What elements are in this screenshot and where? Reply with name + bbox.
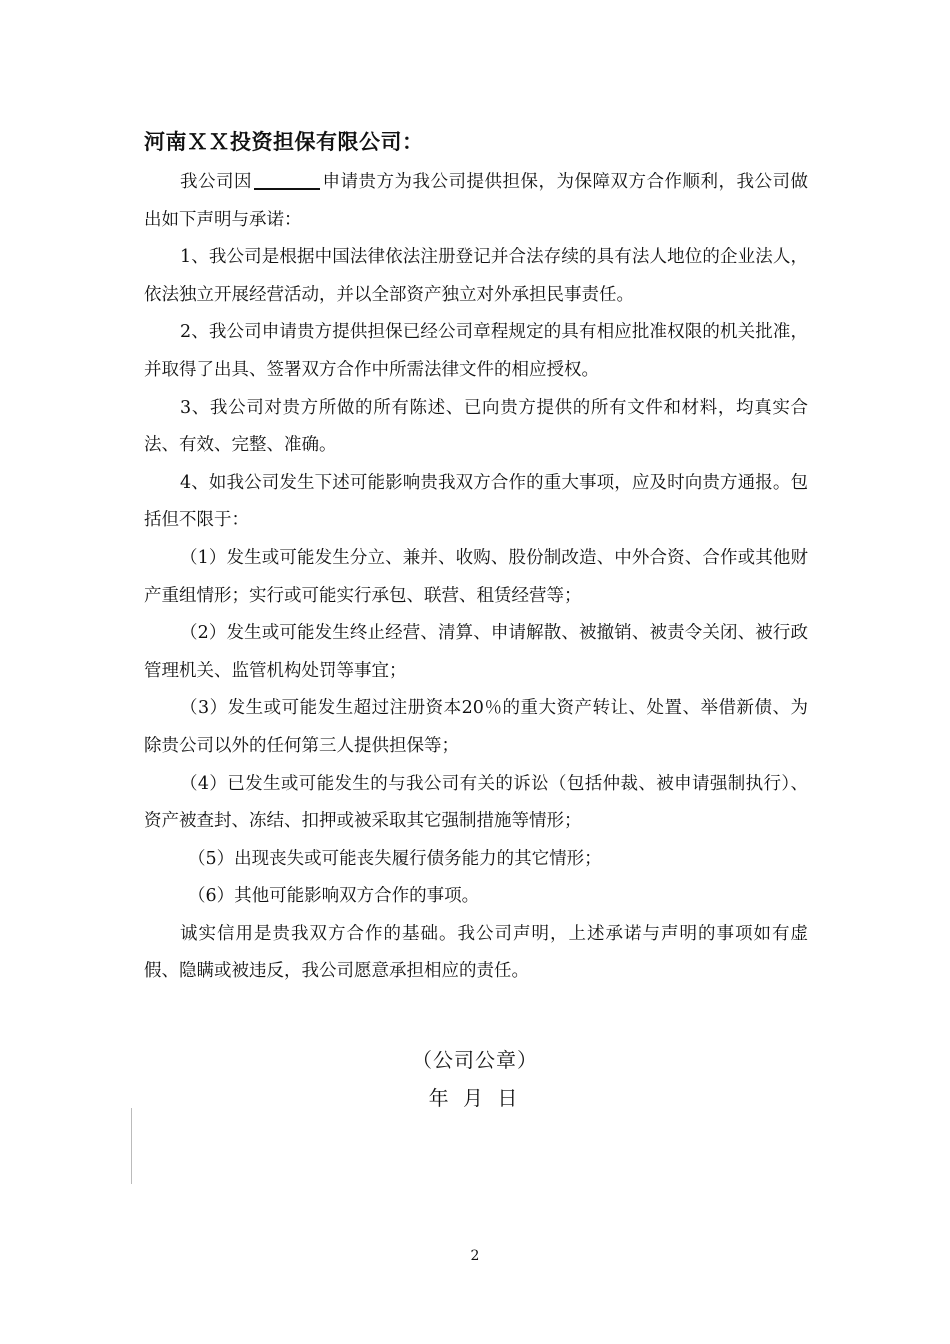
reason-blank (254, 170, 320, 190)
sub-clause-3: （3）发生或可能发生超过注册资本20％的重大资产转让、处置、举借新债、为除贵公司以外的任何第三人提供担保等； (144, 698, 808, 756)
intro-text-a: 我公司因 (180, 172, 252, 192)
sub-clause-1: （1）发生或可能发生分立、兼并、收购、股份制改造、中外合资、合作或其他财产重组情形；实行或可能实行承包、联营、租赁经营等； (144, 547, 808, 606)
sub-clause-2: （2）发生或可能发生终止经营、清算、申请解散、被撤销、被责令关闭、被行政管理机关、监管机构处罚等事宜； (144, 623, 808, 681)
clause-2: 2、我公司申请贵方提供担保已经公司章程规定的具有相应批准权限的机关批准，并取得了出具、签署双方合作中所需法律文件的相应授权。 (144, 322, 808, 380)
page-number: 2 (470, 1248, 480, 1264)
letter-body (144, 164, 808, 991)
addressee-heading: 河南ＸＸ投资担保有限公司： (144, 130, 424, 154)
sub-clause-5: （5）出现丧失或可能丧失履行债务能力的其它情形； (188, 848, 602, 869)
sub-clause-4: （4）已发生或可能发生的与我公司有关的诉讼（包括仲裁、被申请强制执行）、资产被查封、冻结、扣押或被采取其它强制措施等情形； (144, 773, 808, 832)
closing-paragraph: 诚实信用是贵我双方合作的基础。我公司声明，上述承诺与声明的事项如有虚假、隐瞒或被违反，我公司愿意承担相应的责任。 (144, 923, 808, 982)
intro-text-b: 申请贵方为我公司提供担保，为保障双方合作顺利，我公司做出如下声明与承诺： (144, 172, 808, 230)
intro-paragraph (144, 164, 808, 239)
signature-date: 年 月 日 (428, 1086, 522, 1110)
sub-clause-6: （6）其他可能影响双方合作的事项。 (188, 886, 480, 907)
company-seal-label: （公司公章） (412, 1048, 538, 1072)
clause-4: 4、如我公司发生下述可能影响贵我双方合作的重大事项，应及时向贵方通报。包括但不限于： (144, 472, 808, 531)
clause-3: 3、我公司对贵方所做的所有陈述、已向贵方提供的所有文件和材料，均真实合法、有效、完整、准确。 (144, 397, 808, 456)
margin-line (131, 1108, 132, 1184)
clause-1: 1、我公司是根据中国法律依法注册登记并合法存续的具有法人地位的企业法人，依法独立开展经营活动，并以全部资产独立对外承担民事责任。 (144, 247, 808, 305)
